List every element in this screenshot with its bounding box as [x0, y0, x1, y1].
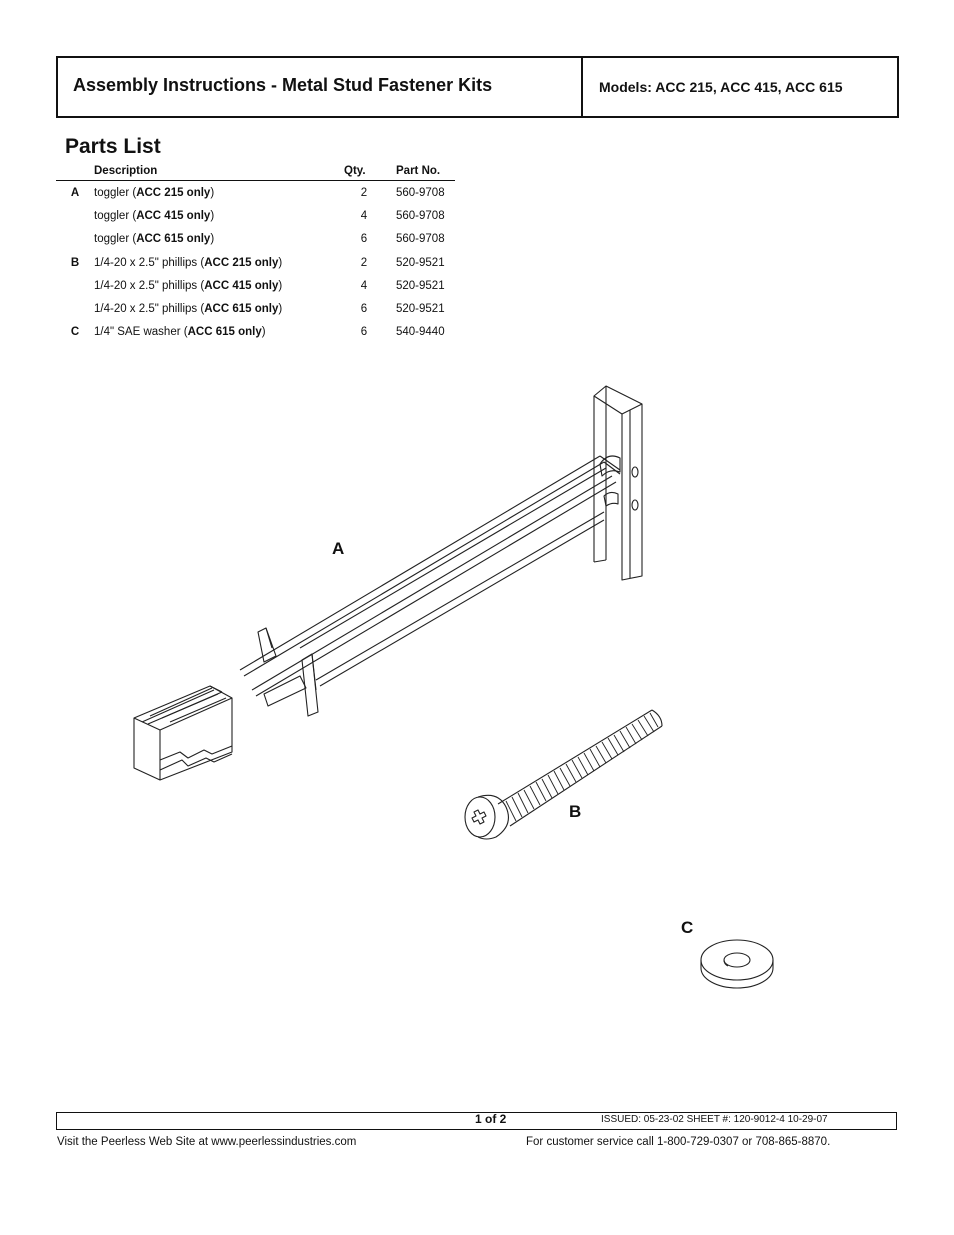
part-qty: 6: [360, 303, 368, 316]
desc-model: ACC 615 only: [187, 326, 262, 339]
desc-post: ): [210, 209, 215, 222]
customer-service-note: For customer service call 1-800-729-0307 or 708-865-8870.: [526, 1136, 831, 1148]
col-qty: Qty.: [344, 162, 384, 181]
desc-model: ACC 615 only: [204, 303, 279, 316]
desc-post: ): [278, 256, 283, 269]
toggler-drawing: [134, 386, 642, 780]
desc-pre: 1/4-20 x 2.5" phillips (: [94, 279, 205, 292]
desc-model: ACC 215 only: [136, 186, 211, 199]
desc-pre: toggler (: [94, 233, 137, 246]
part-qty: 2: [360, 186, 368, 199]
models-label: Models: ACC 215, ACC 415, ACC 615: [599, 79, 843, 95]
desc-pre: toggler (: [94, 186, 137, 199]
washer-drawing: [701, 940, 773, 988]
desc-pre: 1/4-20 x 2.5" phillips (: [94, 256, 205, 269]
part-qty: 6: [360, 326, 368, 339]
desc-post: ): [278, 279, 283, 292]
footer-box: [56, 1112, 897, 1130]
page-number: 1 of 2: [475, 1112, 507, 1126]
desc-post: ): [210, 233, 215, 246]
part-number: 520-9521: [396, 279, 445, 292]
screw-drawing: [465, 710, 662, 839]
part-number: 540-9440: [396, 326, 445, 339]
part-number: 520-9521: [396, 303, 445, 316]
desc-model: ACC 415 only: [204, 279, 279, 292]
part-letter: C: [70, 326, 80, 339]
part-number: 560-9708: [396, 209, 445, 222]
document-title: Assembly Instructions - Metal Stud Fastener Kits: [73, 74, 493, 95]
figure-label-b: B: [569, 802, 582, 821]
col-part-no: Part No.: [384, 162, 455, 181]
desc-post: ): [278, 303, 283, 316]
part-qty: 4: [360, 209, 368, 222]
part-qty: 6: [360, 233, 368, 246]
part-number: 560-9708: [396, 233, 445, 246]
desc-model: ACC 215 only: [204, 256, 279, 269]
desc-pre: toggler (: [94, 209, 137, 222]
part-letter: B: [70, 256, 80, 269]
part-number: 560-9708: [396, 186, 445, 199]
issued-info: ISSUED: 05-23-02 SHEET #: 120-9012-4 10-29-07: [601, 1114, 828, 1125]
desc-post: ): [261, 326, 266, 339]
part-letter: A: [70, 186, 80, 199]
figure-label-c: C: [681, 918, 694, 937]
desc-post: ): [210, 186, 215, 199]
desc-model: ACC 415 only: [136, 209, 211, 222]
desc-model: ACC 615 only: [136, 233, 211, 246]
part-qty: 4: [360, 279, 368, 292]
part-qty: 2: [360, 256, 368, 269]
part-number: 520-9521: [396, 256, 445, 269]
figure-label-a: A: [332, 539, 345, 558]
col-description: Description: [94, 162, 344, 181]
website-note: Visit the Peerless Web Site at www.peerlessindustries.com: [57, 1136, 357, 1148]
desc-pre: 1/4-20 x 2.5" phillips (: [94, 303, 205, 316]
parts-list-heading: Parts List: [65, 135, 161, 158]
desc-pre: 1/4" SAE washer (: [94, 326, 188, 339]
